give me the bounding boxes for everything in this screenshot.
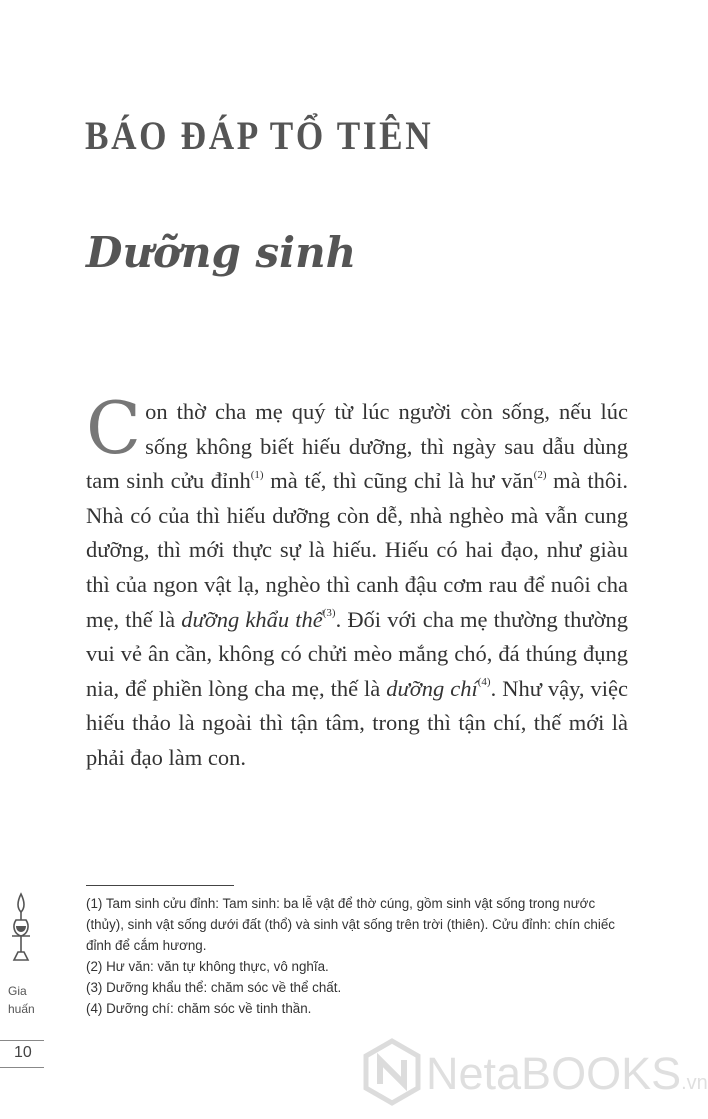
chapter-heading: BÁO ĐÁP TỔ TIÊN	[85, 113, 434, 158]
oil-lamp-icon	[6, 890, 36, 970]
body-seg-5: . Như vậy, việc hiếu thảo là ngoài thì tận tâm, trong thì tận chí, thế mới là phải đạo làm con.	[86, 675, 628, 770]
footnote-2: (2) Hư văn: văn tự không thực, vô nghĩa.	[86, 959, 329, 974]
body-seg-2: mà tế, thì cũng chỉ là hư văn	[263, 468, 534, 494]
footnote-ref-4: (4)	[477, 676, 491, 689]
footnote-ref-1: (1)	[250, 468, 264, 481]
watermark-brand: NetaBOOKS	[426, 1048, 682, 1099]
watermark-suffix: .vn	[681, 1072, 708, 1094]
body-seg-1: on thờ cha mẹ quý từ lúc người còn sống, nếu lúc sống không biết hiếu dưỡng, thì ngày sau dẫu dùng tam sinh cửu đỉnh	[86, 399, 628, 494]
term-duong-khau-the: dưỡng khẩu thể	[181, 606, 323, 632]
watermark-text	[426, 1048, 708, 1100]
footnote-divider	[86, 885, 234, 886]
footnote-1: (1) Tam sinh cửu đỉnh: Tam sinh: ba lễ vật để thờ cúng, gồm sinh vật sống trong nước (thủy), sinh vật sống dưới đất (thổ) và sinh vật sống trên trời (thiên). Cửu đỉnh: chín chiếc đỉnh để cắm hương.	[86, 896, 615, 953]
term-duong-chi: dưỡng chí	[386, 675, 478, 701]
side-label-line-1: Gia	[8, 984, 27, 998]
footnote-ref-3: (3)	[322, 607, 336, 620]
section-subheading: Dưỡng sinh	[86, 228, 357, 277]
footnotes	[86, 893, 629, 1019]
body-paragraph	[86, 386, 628, 776]
page-number-rule-bottom	[0, 1067, 44, 1068]
body-seg-4: . Đối với cha mẹ thường thường vui vẻ ân cần, không có chửi mèo mắng chó, đá thúng đụng nia, để phiền lòng cha mẹ, thế là	[86, 606, 628, 701]
footnote-4: (4) Dưỡng chí: chăm sóc về tinh thần.	[86, 1001, 312, 1016]
watermark	[362, 1038, 708, 1108]
side-label-line-2: huấn	[8, 1002, 35, 1016]
footnote-ref-2: (2)	[533, 468, 547, 481]
drop-cap: C	[86, 386, 142, 470]
page-number-rule-top	[0, 1040, 44, 1041]
running-section-label	[8, 982, 48, 1018]
body-seg-3: mà thôi. Nhà có của thì hiếu dưỡng còn dễ, nhà nghèo mà vẫn cung dưỡng, thì mới thực sự là hiếu. Hiếu có hai đạo, như giàu thì của ngon vật lạ, nghèo thì canh đậu cơm rau để nuôi cha mẹ, thế là	[86, 468, 628, 632]
footnote-3: (3) Dưỡng khẩu thể: chăm sóc về thể chất.	[86, 980, 342, 995]
netabooks-logo-icon	[362, 1038, 422, 1106]
page-number: 10	[14, 1044, 32, 1061]
